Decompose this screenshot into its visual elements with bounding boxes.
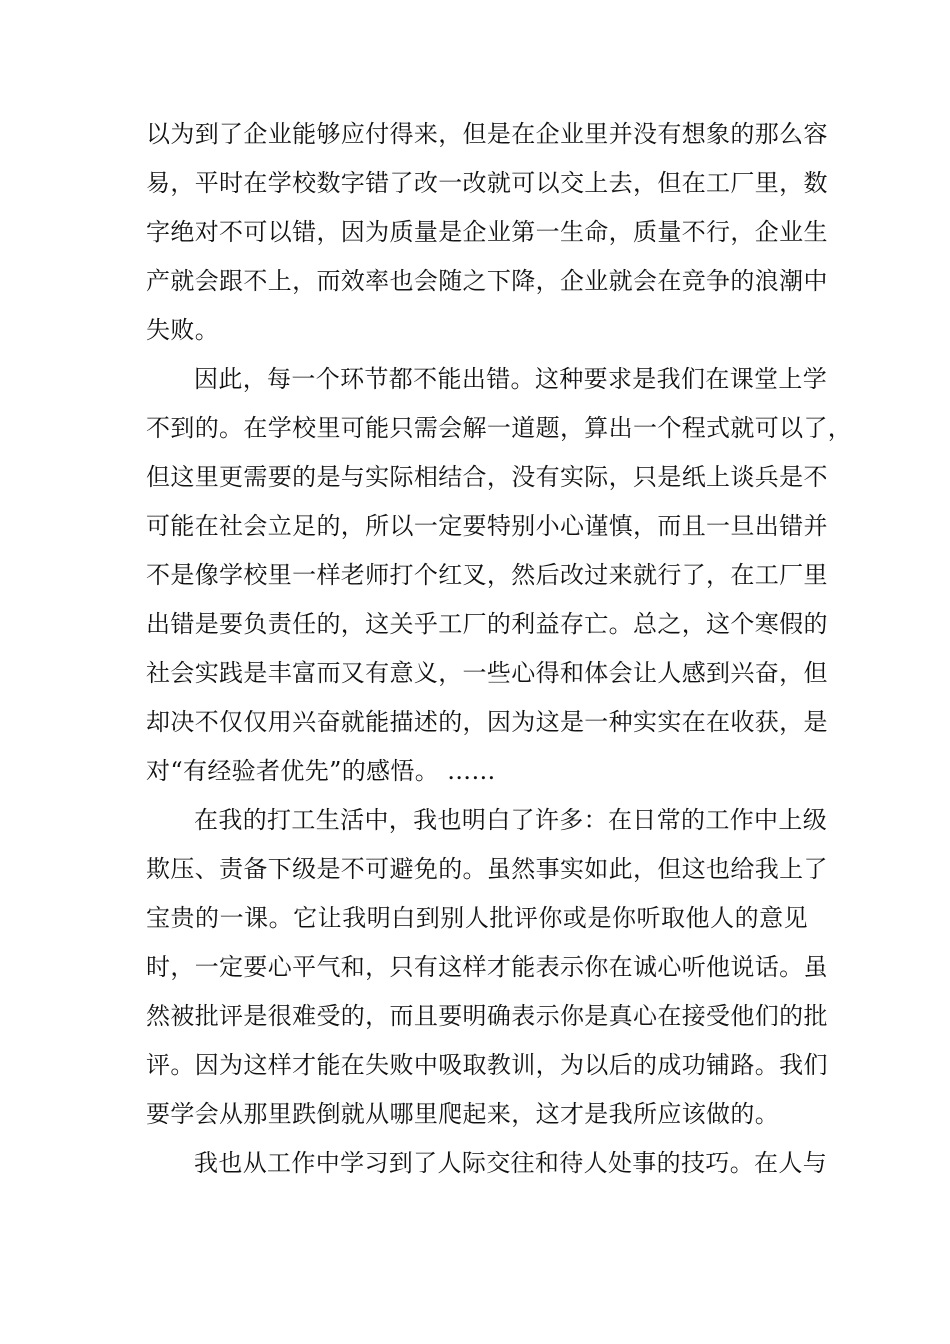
text-line: 不到的。在学校里可能只需会解一道题，算出一个程式就可以了， xyxy=(146,414,853,442)
text-line: 然被批评是很难受的，而且要明确表示你是真心在接受他们的批 xyxy=(146,1002,828,1030)
text-line: 我也从工作中学习到了人际交往和待人处事的技巧。在人与 xyxy=(194,1149,828,1177)
text-line: 易，平时在学校数字错了改一改就可以交上去，但在工厂里，数 xyxy=(146,169,828,197)
text-line: 社会实践是丰富而又有意义，一些心得和体会让人感到兴奋，但 xyxy=(146,659,828,687)
text-line: 字绝对不可以错，因为质量是企业第一生命，质量不行，企业生 xyxy=(146,218,828,246)
text-line: 出错是要负责任的，这关乎工厂的利益存亡。总之，这个寒假的 xyxy=(146,610,828,638)
text-line: 在我的打工生活中，我也明白了许多：在日常的工作中上级 xyxy=(194,806,828,834)
essay-text xyxy=(146,110,853,1188)
text-line: 因此，每一个环节都不能出错。这种要求是我们在课堂上学 xyxy=(194,365,828,393)
text-line: 宝贵的一课。它让我明白到别人批评你或是你听取他人的意见 xyxy=(146,904,808,932)
text-line: 却决不仅仅用兴奋就能描述的，因为这是一种实实在在收获，是 xyxy=(146,708,828,736)
text-line: 但这里更需要的是与实际相结合，没有实际，只是纸上谈兵是不 xyxy=(146,463,828,491)
text-line: 欺压、责备下级是不可避免的。虽然事实如此，但这也给我上了 xyxy=(146,855,828,883)
text-line: 要学会从那里跌倒就从哪里爬起来，这才是我所应该做的。 xyxy=(146,1100,780,1128)
text-line: 可能在社会立足的，所以一定要特别小心谨慎，而且一旦出错并 xyxy=(146,512,828,540)
text-line: 产就会跟不上，而效率也会随之下降，企业就会在竞争的浪潮中 xyxy=(146,267,828,295)
text-line: 时，一定要心平气和，只有这样才能表示你在诚心听他说话。虽 xyxy=(146,953,828,981)
text-line: 以为到了企业能够应付得来，但是在企业里并没有想象的那么容 xyxy=(146,120,828,148)
text-line: 对“有经验者优先”的感悟。 …… xyxy=(146,757,496,785)
text-line: 不是像学校里一样老师打个红叉，然后改过来就行了，在工厂里 xyxy=(146,561,828,589)
text-line: 评。因为这样才能在失败中吸取教训，为以后的成功铺路。我们 xyxy=(146,1051,828,1079)
text-line: 失败。 xyxy=(146,316,220,344)
